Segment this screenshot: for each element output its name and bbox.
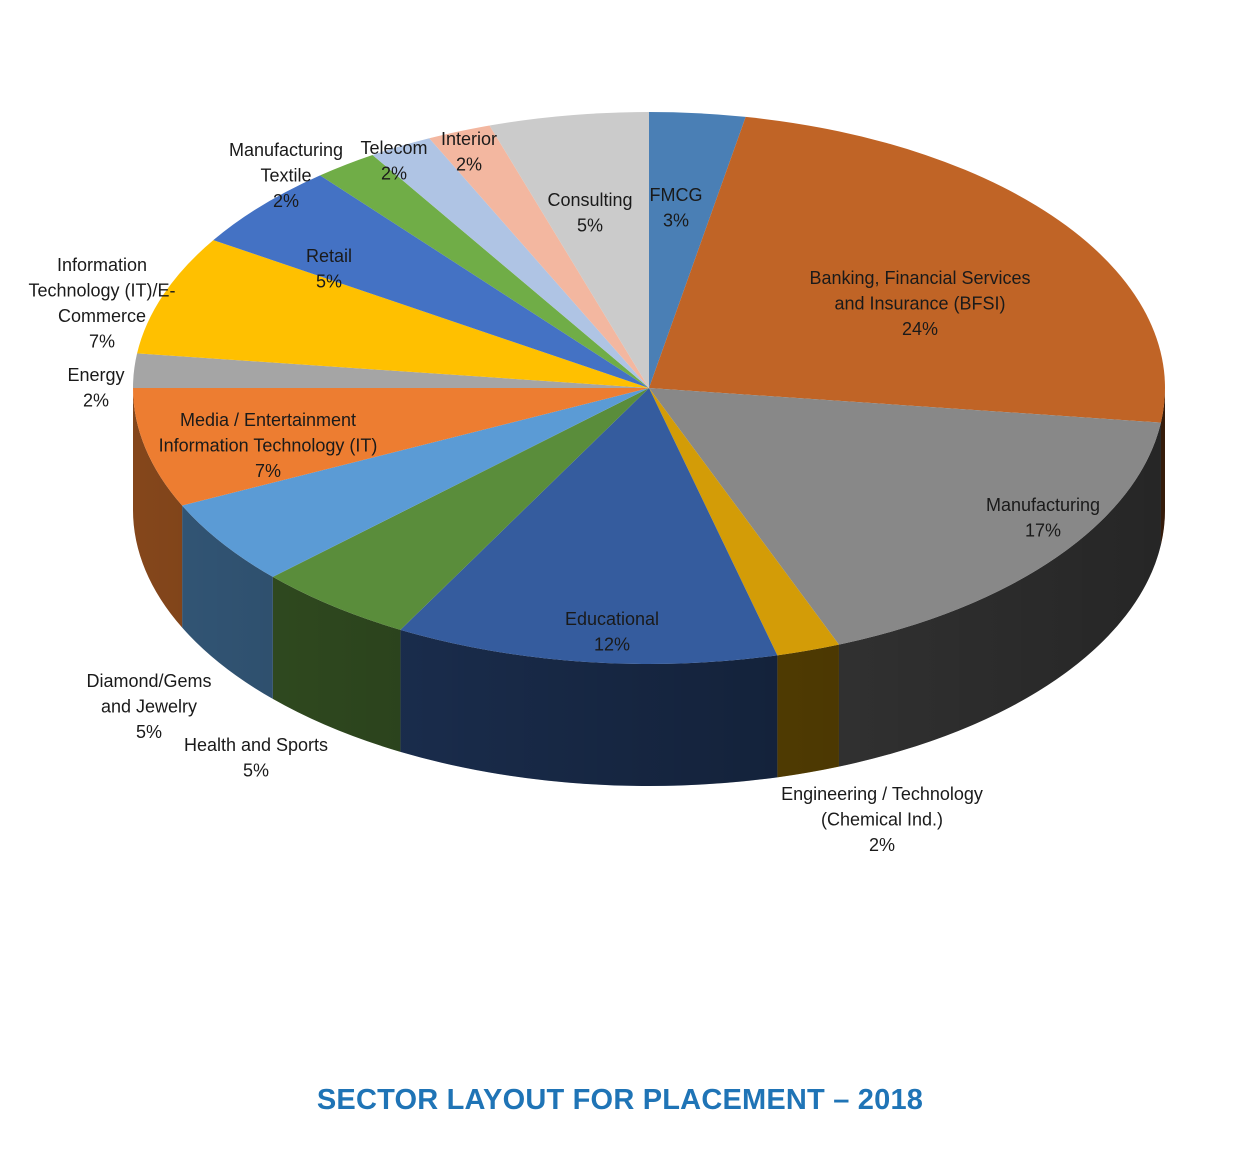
slice-label: Information Technology (IT): [158, 435, 378, 456]
slice-percent: 2%: [380, 163, 408, 184]
slice-label: Commerce: [57, 306, 147, 326]
data-label-health: [184, 735, 328, 781]
slice-percent: 5%: [315, 271, 343, 292]
slice-label: Manufacturing: [228, 140, 344, 160]
slice-label: Manufacturing: [985, 495, 1101, 515]
slice-percent: 7%: [254, 461, 282, 481]
slice-percent: 2%: [82, 390, 110, 411]
slice-label: FMCG: [649, 185, 703, 205]
slice-label: (Chemical Ind.): [820, 809, 944, 830]
slice-label: Diamond/Gems: [86, 671, 212, 691]
data-label-engineering: [781, 784, 983, 855]
chart-title: SECTOR LAYOUT FOR PLACEMENT – 2018: [316, 1084, 924, 1116]
slice-label: Telecom: [360, 138, 428, 158]
slice-percent: 2%: [455, 154, 483, 175]
slice-label: Interior: [440, 129, 498, 149]
slice-percent: 17%: [1024, 520, 1062, 541]
slice-label: Retail: [305, 246, 353, 266]
slice-label: Educational: [564, 609, 660, 629]
slice-percent: 5%: [576, 215, 604, 236]
slice-label: and Jewelry: [100, 696, 198, 717]
slice-label: Banking, Financial Services: [809, 268, 1031, 288]
slice-percent: 3%: [662, 210, 690, 231]
slice-percent: 5%: [242, 760, 270, 781]
data-label-energy: [67, 365, 124, 411]
slice-label: Textile: [260, 165, 312, 186]
slice-percent: 24%: [901, 319, 939, 339]
slice-percent: 5%: [135, 722, 163, 742]
slice-percent: 2%: [868, 835, 896, 855]
slice-label: Energy: [67, 365, 125, 385]
slice-label: Consulting: [547, 190, 633, 210]
slice-label: Technology (IT)/E-: [28, 280, 176, 301]
slice-label: Media / Entertainment: [179, 410, 357, 430]
slice-label: Engineering / Technology: [781, 784, 983, 804]
slice-label: Information: [56, 255, 148, 275]
slice-label: Health and Sports: [183, 735, 329, 755]
slice-label: and Insurance (BFSI): [834, 293, 1006, 314]
slice-percent: 12%: [593, 634, 631, 655]
slice-percent: 7%: [88, 331, 116, 352]
slice-percent: 2%: [272, 191, 300, 211]
data-label-diamond: [86, 671, 211, 742]
